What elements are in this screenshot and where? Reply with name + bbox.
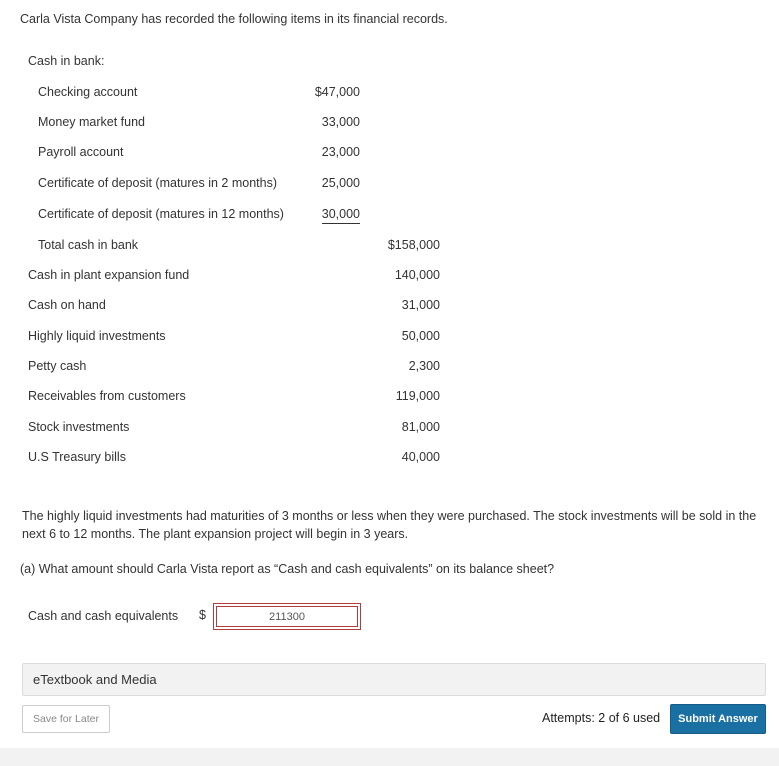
underlined-amount-wrap <box>313 207 360 221</box>
item-label: Checking account <box>38 85 138 99</box>
item-amount: 31,000 <box>401 298 440 312</box>
answer-label: Cash and cash equivalents <box>28 609 179 623</box>
item-amount: 140,000 <box>394 268 440 282</box>
item-label: Certificate of deposit (matures in 2 months) <box>38 176 277 190</box>
item-label: Cash on hand <box>28 298 106 312</box>
item-amount: 50,000 <box>401 329 440 343</box>
etextbook-media-link[interactable] <box>22 663 766 696</box>
item-amount: 30,000 <box>322 207 360 224</box>
question-text: (a) What amount should Carla Vista report as “Cash and cash equivalents” on its balance sheet? <box>20 562 555 576</box>
item-label: Receivables from customers <box>28 389 186 403</box>
item-label: U.S Treasury bills <box>28 450 126 464</box>
total-cash-in-bank-label: Total cash in bank <box>38 238 139 252</box>
total-cash-in-bank-amount: $158,000 <box>387 238 440 252</box>
etextbook-media-label: eTextbook and Media <box>33 672 157 687</box>
item-label: Highly liquid investments <box>28 329 166 343</box>
answer-field-wrapper <box>213 603 361 630</box>
item-label: Money market fund <box>38 115 145 129</box>
cash-equivalents-input[interactable] <box>216 606 358 627</box>
problem-note: The highly liquid investments had maturities of 3 months or less when they were purchased. The stock investments will be sold in the next 6 to 12 months. The plant expansion project will begin in 3 years. <box>22 509 757 541</box>
item-label: Payroll account <box>38 145 124 159</box>
item-label: Certificate of deposit (matures in 12 months) <box>38 207 284 221</box>
item-label: Petty cash <box>28 359 87 373</box>
item-amount: 119,000 <box>395 389 440 403</box>
item-label: Cash in plant expansion fund <box>28 268 190 282</box>
submit-answer-button[interactable]: Submit Answer <box>670 704 766 734</box>
currency-symbol: $ <box>199 608 206 622</box>
item-amount: 40,000 <box>401 450 440 464</box>
item-amount: 23,000 <box>321 145 360 159</box>
item-amount: 33,000 <box>321 115 360 129</box>
item-label: Stock investments <box>28 420 130 434</box>
item-amount: $47,000 <box>314 85 360 99</box>
item-amount: 25,000 <box>321 176 360 190</box>
attempts-counter: Attempts: 2 of 6 used <box>542 711 661 725</box>
save-for-later-button[interactable]: Save for Later <box>22 705 110 733</box>
cash-in-bank-heading: Cash in bank: <box>28 54 105 68</box>
item-amount: 2,300 <box>408 359 440 373</box>
intro-text: Carla Vista Company has recorded the following items in its financial records. <box>20 12 448 26</box>
item-amount: 81,000 <box>401 420 440 434</box>
